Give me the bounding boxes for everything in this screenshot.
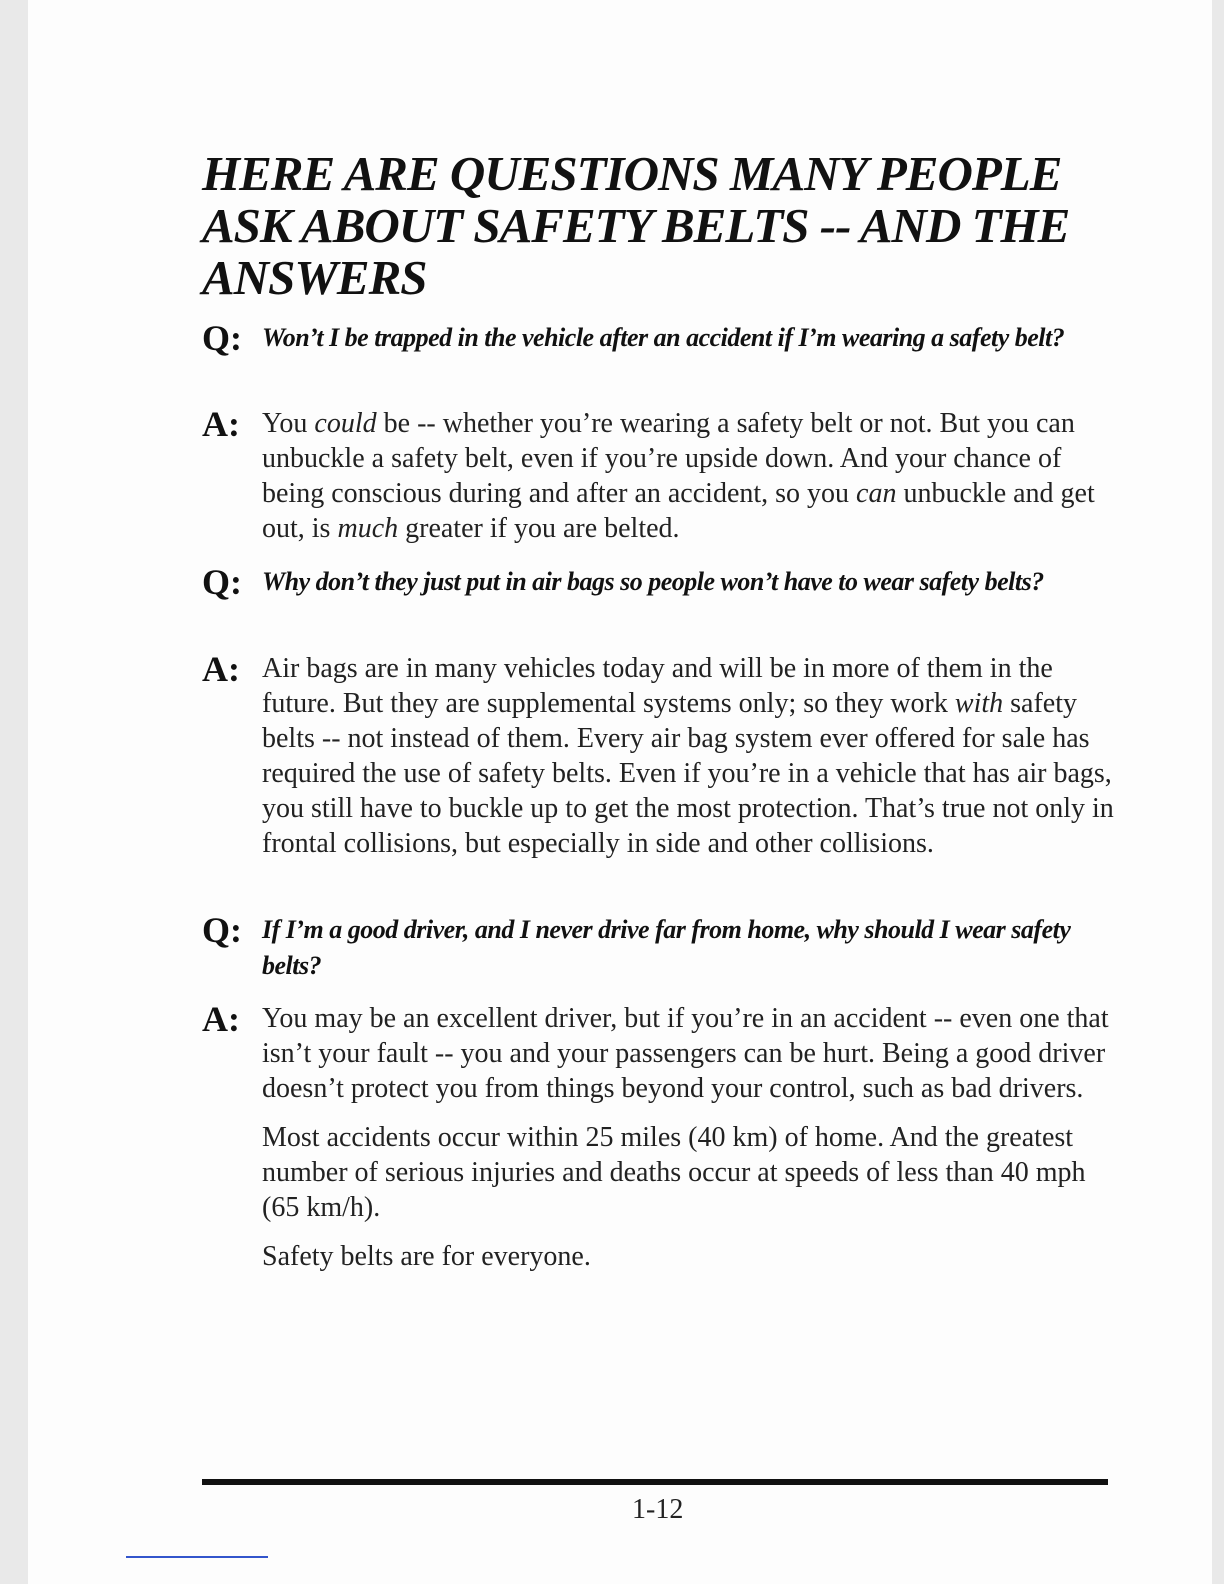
document-page	[28, 0, 1212, 1584]
answer-1	[202, 406, 1122, 560]
question-marker: Q:	[202, 562, 242, 602]
footer-rule	[202, 1479, 1108, 1485]
answer-paragraph: Safety belts are for everyone.	[262, 1241, 591, 1272]
page-number: 1-12	[632, 1494, 684, 1525]
page-title: HERE ARE QUESTIONS MANY PEOPLE ASK ABOUT SAFETY BELTS -- AND THE ANSWERS	[202, 146, 1070, 305]
answer-paragraph: You may be an excellent driver, but if you’re in an accident -- even one that isn’t your fault -- you and your passengers can be hurt. Being a good driver doesn’t protect you from things beyond your control, such as bad drivers.	[262, 1003, 1109, 1104]
answer-marker: A:	[202, 999, 240, 1039]
answer-text	[262, 406, 1122, 546]
answer-marker: A:	[202, 649, 240, 689]
answer-text	[262, 651, 1122, 861]
answer-paragraph: Most accidents occur within 25 miles (40 km) of home. And the greatest number of serious injuries and deaths occur at speeds of less than 40 mph (65 km/h).	[262, 1122, 1086, 1223]
question-1	[202, 320, 1122, 356]
answer-2	[202, 651, 1122, 875]
answer-3	[202, 1001, 1122, 1288]
answer-text	[262, 1001, 1122, 1274]
question-2	[202, 564, 1122, 600]
answer-marker: A:	[202, 404, 240, 444]
answer-paragraph: Air bags are in many vehicles today and will be in more of them in the future. But they are supplemental systems only; so they work with safety belts -- not instead of them. Every air bag system ever offered for sale has required the use of safety belts. Even if you’re in a vehicle that has air bags, you still have to buckle up to get the most protection. That’s true not only in frontal collisions, but especially in side and other collisions.	[262, 653, 1114, 859]
question-marker: Q:	[202, 910, 242, 950]
question-marker: Q:	[202, 318, 242, 358]
question-3	[202, 912, 1122, 984]
scan-edge-line	[126, 1556, 268, 1558]
question-text: Won’t I be trapped in the vehicle after an accident if I’m wearing a safety belt?	[262, 323, 1065, 352]
question-text: Why don’t they just put in air bags so people won’t have to wear safety belts?	[262, 567, 1044, 596]
question-text: If I’m a good driver, and I never drive far from home, why should I wear safety belts?	[262, 915, 1071, 980]
answer-paragraph: You could be -- whether you’re wearing a safety belt or not. But you can unbuckle a safety belt, even if you’re upside down. And your chance of being conscious during and after an accident, so you can unbuckle and get out, is much greater if you are belted.	[262, 408, 1095, 544]
